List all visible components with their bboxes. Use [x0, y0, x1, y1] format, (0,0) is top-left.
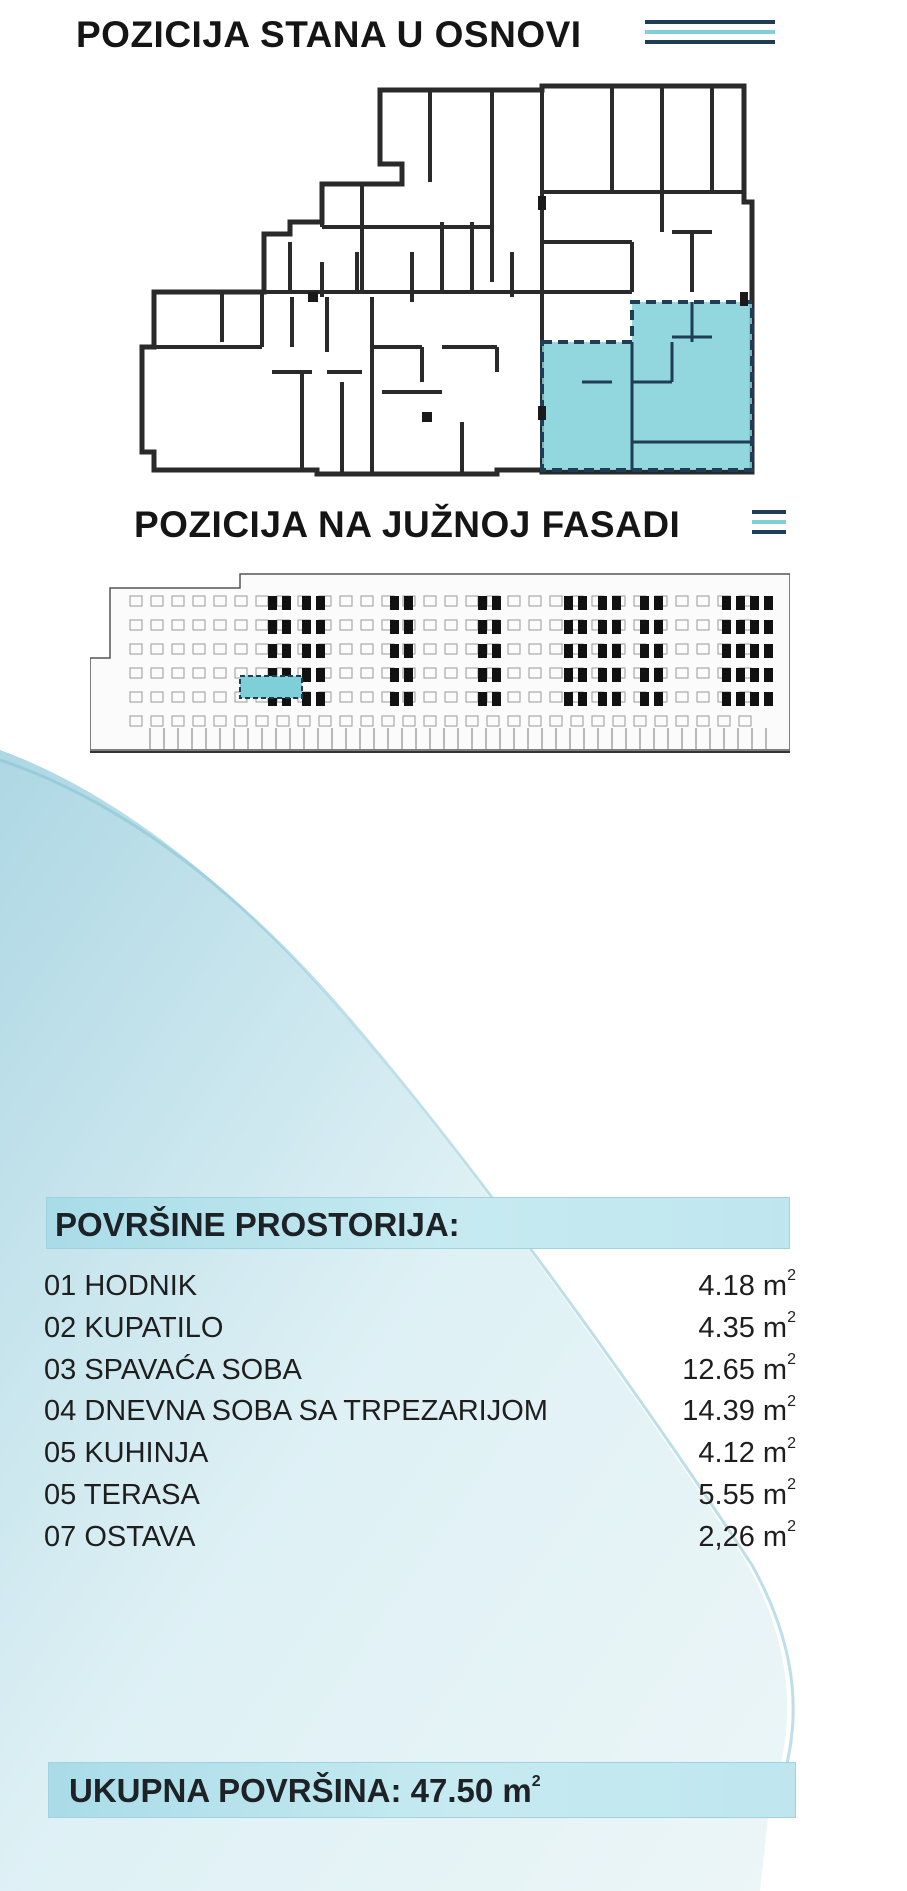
room-area: 4.35 $m^2$ [698, 1309, 796, 1344]
rooms-heading-bar [46, 1197, 790, 1249]
room-list [44, 1267, 796, 1563]
highlighted-apartment [542, 302, 752, 470]
room-name: 03 SPAVAĆA SOBA [44, 1353, 302, 1386]
heading-lines-icon [752, 510, 786, 540]
total-area-bar [48, 1762, 796, 1818]
room-row [44, 1350, 796, 1396]
facade-heading: POZICIJA NA JUŽNOJ FASADI [134, 504, 681, 545]
room-name: 04 DNEVNA SOBA SA TRPEZARIJOM [44, 1395, 548, 1428]
room-name: 02 KUPATILO [44, 1311, 224, 1344]
room-row [44, 1309, 796, 1354]
room-name: 01 HODNIK [44, 1270, 198, 1302]
room-name: 07 OSTAVA [44, 1520, 196, 1553]
room-area: 5.55 $m^2$ [698, 1476, 796, 1511]
room-row [44, 1392, 796, 1437]
highlighted-unit [240, 676, 302, 698]
south-facade [90, 568, 790, 758]
rooms-heading: POVRŠINE PROSTORIJA: [55, 1206, 460, 1243]
plan-heading: POZICIJA STANA U OSNOVI [76, 14, 582, 55]
room-name: 05 TERASA [44, 1478, 200, 1511]
room-area: 4.12 $m^2$ [698, 1434, 796, 1470]
room-area: 14.39 $m^2$ [682, 1392, 796, 1428]
room-row [44, 1434, 796, 1479]
room-row [44, 1518, 796, 1563]
room-area: 12.65 $m^2$ [682, 1350, 796, 1386]
room-name: 05 KUHINJA [44, 1437, 209, 1470]
room-area: 2,26 $m^2$ [698, 1518, 796, 1553]
floor-plan [112, 82, 762, 482]
heading-lines-icon [645, 20, 775, 50]
total-area-label: UKUPNA POVRŠINA: 47.50 $m^2$ [69, 1772, 541, 1809]
room-row [44, 1476, 796, 1521]
room-row [44, 1267, 796, 1312]
room-area: 4.18 $m^2$ [698, 1267, 796, 1302]
